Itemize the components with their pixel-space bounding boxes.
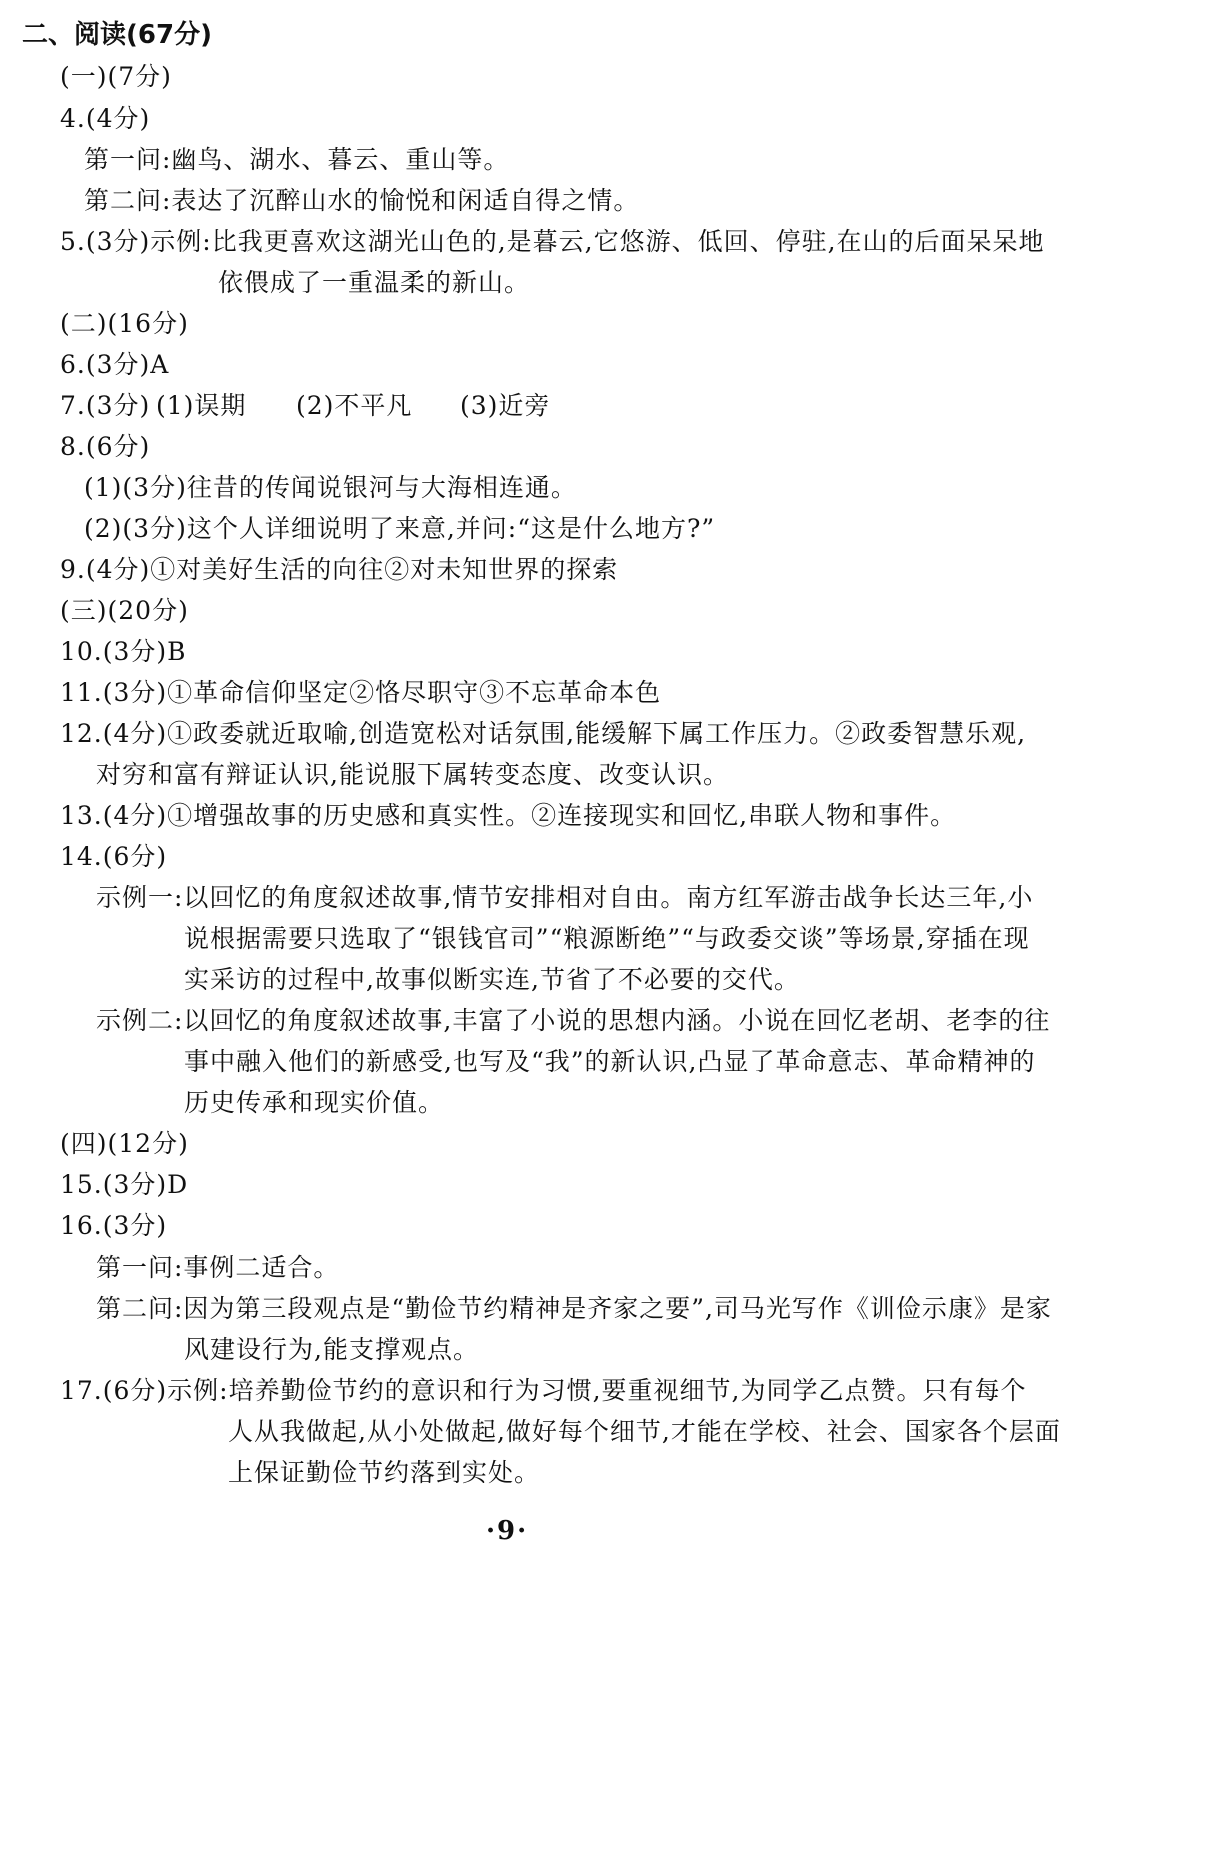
answer-line: 示例二:以回忆的角度叙述故事,丰富了小说的思想内涵。小说在回忆老胡、老李的往 (96, 1006, 1051, 1035)
answer-line: 说根据需要只选取了“银钱官司”“粮源断绝”“与政委交谈”等场景,穿插在现 (184, 924, 1030, 953)
answer-line: 10.(3分)B (60, 637, 187, 666)
answer-line: 事中融入他们的新感受,也写及“我”的新认识,凸显了革命意志、革命精神的 (184, 1047, 1036, 1076)
answer-line: 17.(6分)示例:培养勤俭节约的意识和行为习惯,要重视细节,为同学乙点赞。只有每个 (60, 1376, 1027, 1405)
part-label: (二)(16分) (60, 309, 189, 338)
answer-line: 11.(3分)①革命信仰坚定②恪尽职守③不忘革命本色 (60, 678, 662, 707)
answer-line: 对穷和富有辩证认识,能说服下属转变态度、改变认识。 (96, 760, 729, 789)
answer-line: 12.(4分)①政委就近取喻,创造宽松对话氛围,能缓解下属工作压力。②政委智慧乐观, (60, 719, 1027, 748)
answer-item: (3)近旁 (460, 391, 551, 420)
answer-item: (2)不平凡 (296, 391, 413, 420)
answer-line: 实采访的过程中,故事似断实连,节省了不必要的交代。 (184, 965, 800, 994)
answer-line: 第一问:事例二适合。 (96, 1253, 340, 1282)
answer-line: 第二问:因为第三段观点是“勤俭节约精神是齐家之要”,司马光写作《训俭示康》是家 (96, 1294, 1052, 1323)
answer-line: 9.(4分)①对美好生活的向往②对未知世界的探索 (60, 555, 619, 584)
answer-line: 5.(3分)示例:比我更喜欢这湖光山色的,是暮云,它悠游、低回、停驻,在山的后面呆呆地 (60, 227, 1045, 256)
page-number: ·9· (486, 1516, 529, 1546)
answer-line: 上保证勤俭节约落到实处。 (228, 1458, 541, 1487)
part-label: (一)(7分) (60, 62, 172, 91)
question-header: 4.(4分) (60, 104, 151, 133)
answer-line: 依偎成了一重温柔的新山。 (218, 268, 531, 297)
answer-line: 示例一:以回忆的角度叙述故事,情节安排相对自由。南方红军游击战争长达三年,小 (96, 883, 1034, 912)
part-label: (四)(12分) (60, 1129, 189, 1158)
section-heading: 二、阅读(67分) (22, 20, 212, 50)
answer-line: (2)(3分)这个人详细说明了来意,并问:“这是什么地方?” (84, 514, 716, 543)
answer-line: 第二问:表达了沉醉山水的愉悦和闲适自得之情。 (84, 186, 640, 215)
answer-line: 历史传承和现实价值。 (184, 1088, 445, 1117)
answer-line: 13.(4分)①增强故事的历史感和真实性。②连接现实和回忆,串联人物和事件。 (60, 801, 957, 830)
answer-line: 第一问:幽鸟、湖水、暮云、重山等。 (84, 145, 510, 174)
answer-line: 15.(3分)D (60, 1170, 189, 1199)
question-header: 16.(3分) (60, 1211, 168, 1240)
answer-item: (1)误期 (156, 391, 247, 420)
question-header: 8.(6分) (60, 432, 151, 461)
answer-line: 人从我做起,从小处做起,做好每个细节,才能在学校、社会、国家各个层面 (228, 1417, 1061, 1446)
part-label: (三)(20分) (60, 596, 189, 625)
answer-line: 6.(3分)A (60, 350, 170, 379)
question-header: 7.(3分) (60, 391, 151, 420)
question-header: 14.(6分) (60, 842, 168, 871)
answer-line: (1)(3分)往昔的传闻说银河与大海相连通。 (84, 473, 577, 502)
answer-line: 风建设行为,能支撑观点。 (184, 1335, 479, 1364)
